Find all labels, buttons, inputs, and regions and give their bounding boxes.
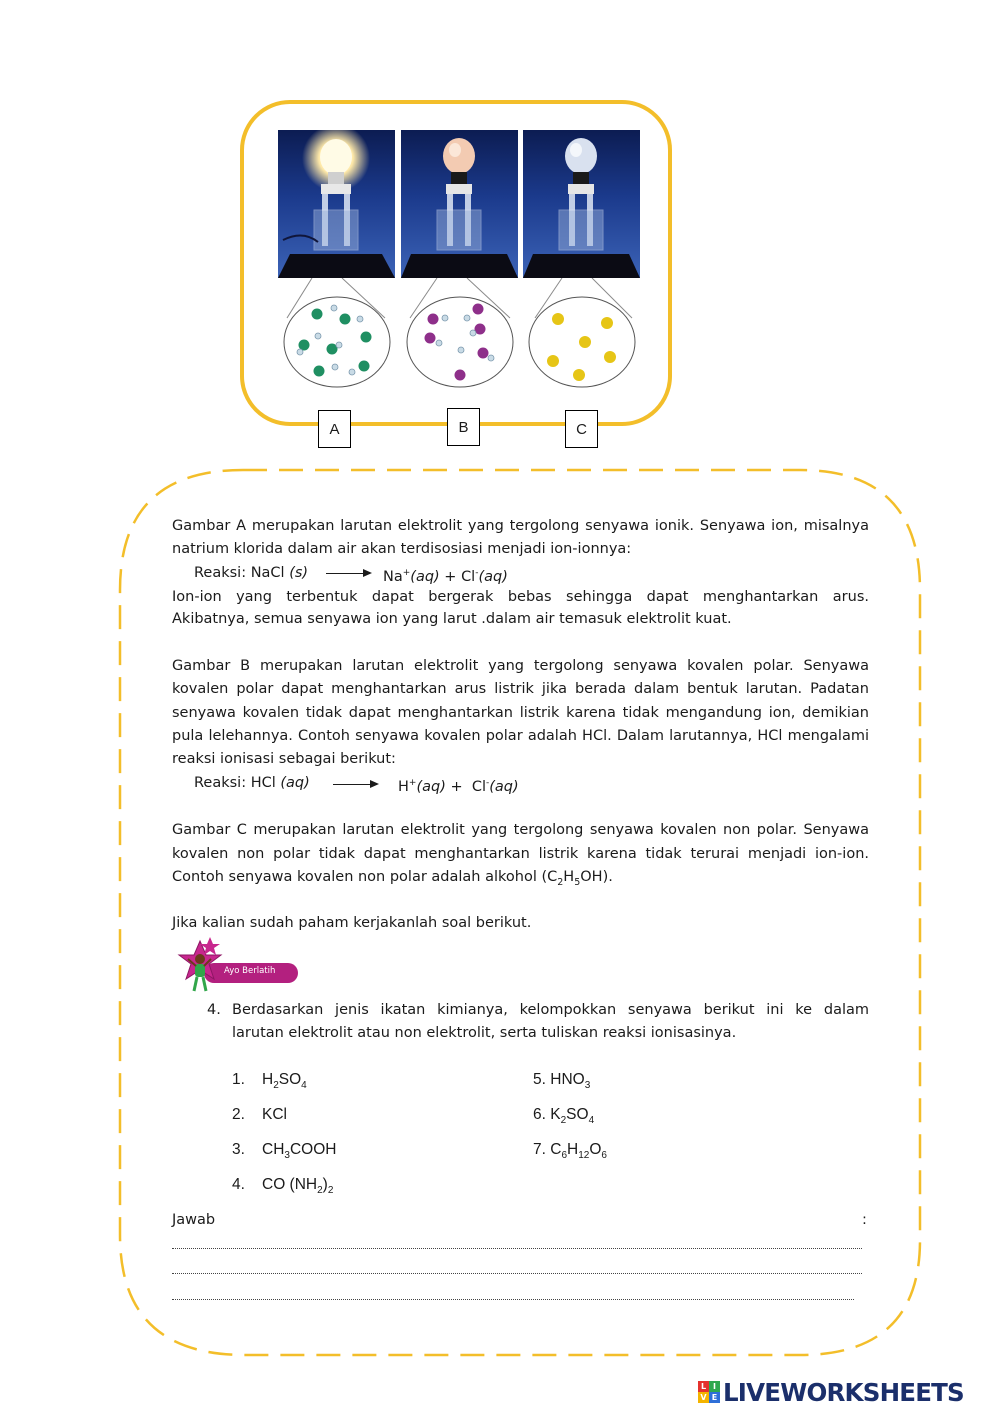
reaction-a-arrow xyxy=(326,573,370,574)
option-4 xyxy=(232,1175,333,1201)
reaction-b-charge-2: - xyxy=(486,778,490,788)
logo-mark-letter-l: L xyxy=(698,1381,709,1392)
option-6-sub-1: 2 xyxy=(560,1115,567,1127)
option-7-sub-2: 12 xyxy=(578,1150,590,1162)
option-4-part-b: ) xyxy=(322,1176,328,1193)
reaction-a-product-1: Na xyxy=(383,568,403,585)
reaction-a-state-2: (aq) xyxy=(478,568,508,585)
ion-circle-b xyxy=(405,295,515,390)
reaction-a-state: (s) xyxy=(289,565,309,581)
paragraph-c-line-3-suffix: OH). xyxy=(580,869,613,885)
liveworksheets-logo xyxy=(698,1378,993,1408)
ayo-berlatih-badge xyxy=(172,935,300,997)
paragraph-b-line-2: kovalen polar dapat menghantarkan arus listrik jika berada dalam bentuk larutan. Padatan xyxy=(172,681,869,697)
reaction-a-product-2: Cl xyxy=(461,568,476,585)
instruction: Jika kalian sudah paham kerjakanlah soal berikut. xyxy=(172,915,532,931)
badge-label: Ayo Berlatih xyxy=(224,966,276,976)
photo-bulb-off xyxy=(523,130,640,278)
option-6-number: 6. xyxy=(533,1106,546,1123)
reaction-a-reactant xyxy=(194,563,308,583)
option-5-part-a: HNO xyxy=(550,1071,585,1088)
reaction-b-state-2: (aq) xyxy=(489,778,519,795)
logo-mark-letter-v: V xyxy=(698,1392,709,1403)
option-5-number: 5. xyxy=(533,1071,546,1088)
paragraph-b-line-5: reaksi ionisasi sebagai berikut: xyxy=(172,751,396,767)
paragraph-c-line-3-prefix: Contoh senyawa kovalen non polar adalah alkohol (C xyxy=(172,869,558,885)
option-6-part-a: K xyxy=(550,1106,561,1123)
label-b: B xyxy=(447,408,480,446)
option-3-number: 3. xyxy=(232,1141,245,1158)
reaction-b-arrow xyxy=(333,784,377,785)
answer-colon: : xyxy=(862,1212,867,1228)
paragraph-c-line-3-mid: H xyxy=(563,869,575,885)
option-7 xyxy=(533,1140,607,1166)
logo-mark-letter-e: E xyxy=(709,1392,720,1403)
paragraph-b-line-3: senyawa kovalen tidak dapat menghantarkan listrik karena tidak mengandung ion, demikian xyxy=(172,705,869,721)
option-7-part-c: O xyxy=(589,1141,602,1158)
reaction-b-state-1: (aq) xyxy=(416,778,446,795)
option-3 xyxy=(232,1140,336,1166)
option-3-part-b: COOH xyxy=(289,1141,337,1158)
reaction-a-plus: + xyxy=(439,568,462,585)
photo-bulb-bright xyxy=(278,130,395,278)
answer-line-2[interactable] xyxy=(172,1273,862,1274)
reaction-b-reactant xyxy=(194,773,310,793)
option-4-sub-2: 2 xyxy=(327,1185,334,1197)
option-5 xyxy=(533,1070,590,1096)
option-4-sub-1: 2 xyxy=(317,1185,323,1197)
answer-line-1[interactable] xyxy=(172,1248,862,1249)
answer-line-3[interactable] xyxy=(172,1299,854,1300)
reaction-a-label: Reaksi: NaCl xyxy=(194,565,285,581)
reaction-b-label: Reaksi: HCl xyxy=(194,775,276,791)
option-1-sub-1: 2 xyxy=(273,1080,279,1092)
option-3-part-a: CH xyxy=(262,1141,285,1158)
option-1 xyxy=(232,1070,307,1096)
option-6-part-b: SO xyxy=(566,1106,589,1123)
paragraph-a-line-1: Gambar A merupakan larutan elektrolit yang tergolong senyawa ionik. Senyawa ion, misalnya xyxy=(172,518,869,534)
paragraph-a-line-4: Akibatnya, semua senyawa ion yang larut .dalam air temasuk elektrolit kuat. xyxy=(172,611,732,627)
reaction-b-products xyxy=(398,773,519,797)
question-line-1: Berdasarkan jenis ikatan kimianya, kelompokkan senyawa berikut ini ke dalam xyxy=(232,1002,869,1018)
reaction-a-charge-1: + xyxy=(402,568,411,578)
reaction-b-state: (aq) xyxy=(280,775,310,791)
option-6 xyxy=(533,1105,594,1131)
paragraph-a-line-2: natrium klorida dalam air akan terdisosiasi menjadi ion-ionnya: xyxy=(172,541,632,557)
option-2-number: 2. xyxy=(232,1106,245,1123)
option-2 xyxy=(232,1105,287,1125)
option-4-part-a: CO (NH xyxy=(262,1176,318,1193)
option-1-part-a: H xyxy=(262,1071,274,1088)
paragraph-a-line-3: Ion-ion yang terbentuk dapat bergerak bebas sehingga dapat menghantarkan arus. xyxy=(172,589,869,605)
paragraph-c-sub-2: 5 xyxy=(574,876,581,888)
photo-bulb-dim xyxy=(401,130,518,278)
paragraph-b-line-1: Gambar B merupakan larutan elektrolit yang tergolong senyawa kovalen polar. Senyawa xyxy=(172,658,869,674)
logo-mark-letter-i: I xyxy=(709,1381,720,1392)
option-1-number: 1. xyxy=(232,1071,245,1088)
paragraph-c-sub-1: 2 xyxy=(557,876,564,888)
paragraph-c-line-1: Gambar C merupakan larutan elektrolit yang tergolong senyawa kovalen non polar. Senyawa xyxy=(172,822,869,838)
molecule-circle-c xyxy=(527,295,637,390)
option-1-part-b: SO xyxy=(278,1071,302,1088)
option-4-number: 4. xyxy=(232,1176,245,1193)
paragraph-c-line-3 xyxy=(172,867,869,893)
reaction-a-products xyxy=(383,563,508,587)
question-line-2: larutan elektrolit atau non elektrolit, serta tuliskan reaksi ionisasinya. xyxy=(232,1025,737,1041)
paragraph-b-line-4: pula lelehannya. Contoh senyawa kovalen polar adalah HCl. Dalam larutannya, HCl mengalami xyxy=(172,728,869,744)
option-7-part-b: H xyxy=(567,1141,579,1158)
reaction-b-plus: + xyxy=(445,778,472,795)
logo-mark-icon xyxy=(698,1381,720,1403)
option-1-sub-2: 4 xyxy=(301,1080,307,1092)
answer-label: Jawab xyxy=(172,1212,216,1228)
option-2-part-a: KCl xyxy=(262,1106,287,1123)
ion-circle-a xyxy=(282,295,392,390)
option-6-sub-2: 4 xyxy=(588,1115,595,1127)
reaction-b-product-2: Cl xyxy=(471,778,486,795)
option-7-number: 7. xyxy=(533,1141,546,1158)
reaction-a-state-1: (aq) xyxy=(410,568,440,585)
logo-wordmark: LIVEWORKSHEETS xyxy=(723,1378,964,1407)
reaction-b-product-1: H xyxy=(398,778,409,795)
option-7-sub-1: 6 xyxy=(561,1150,568,1162)
reaction-b-charge-1: + xyxy=(408,778,417,788)
paragraph-c-line-2: kovalen non polar tidak dapat menghantarkan listrik karena tidak terurai menjadi ion-ion. xyxy=(172,846,869,862)
option-7-part-a: C xyxy=(550,1141,562,1158)
option-5-sub-1: 3 xyxy=(584,1080,591,1092)
option-7-sub-3: 6 xyxy=(601,1150,607,1162)
label-c: C xyxy=(565,410,598,448)
label-a: A xyxy=(318,410,351,448)
option-3-sub-1: 3 xyxy=(284,1150,290,1162)
reaction-a-charge-2: - xyxy=(475,568,479,578)
question-number: 4. xyxy=(207,1002,221,1018)
